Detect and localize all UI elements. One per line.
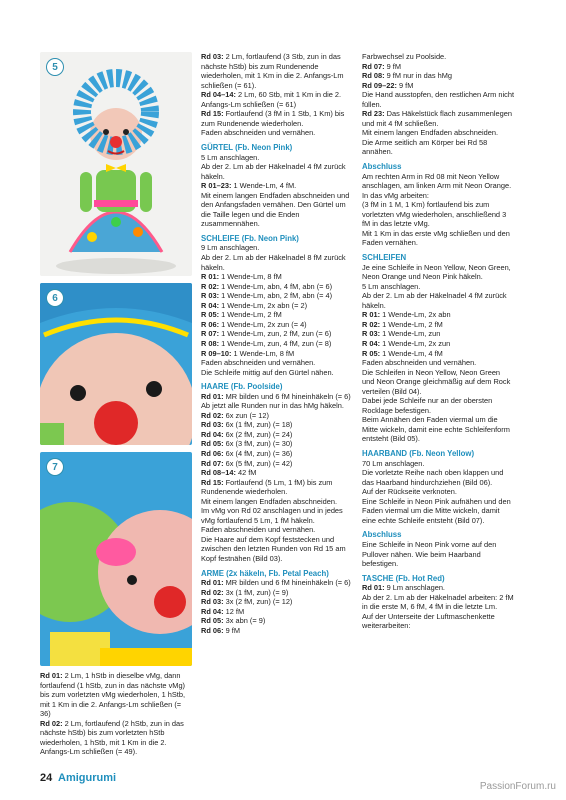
row-label: Rd 15: <box>201 109 224 119</box>
row-text: Ab der 2. Lm ab der Häkelnadel arbeiten: 2 fM in die erste M, 6 fM, 4 fM in die letzte Lm. <box>362 592 514 612</box>
row-label: R 01–23: <box>201 181 232 191</box>
photo-badge: 6 <box>46 289 64 307</box>
pattern-line <box>201 626 351 636</box>
page-number: 24 <box>40 772 53 784</box>
pattern-line <box>201 597 351 607</box>
pattern-line <box>201 291 351 301</box>
pattern-line <box>362 415 514 444</box>
pattern-line <box>201 128 351 138</box>
row-label: Rd 06: <box>201 449 224 459</box>
row-text: Die Hand ausstopfen, den restlichen Arm nicht füllen. <box>362 90 515 109</box>
row-label: Rd 23: <box>362 109 385 119</box>
pattern-line <box>201 616 351 626</box>
pattern-line <box>201 301 351 311</box>
pattern-line <box>201 282 351 292</box>
row-text: Die Schleifen in Neon Yellow, Neon Green und Neon Orange gleichmäßig auf dem Rock verteilen (Bild 04). <box>362 367 511 396</box>
section-heading: HAARBAND (Fb. Neon Yellow) <box>362 448 475 458</box>
row-text: 5 Lm anschlagen. <box>362 281 421 291</box>
row-label: R 04: <box>362 338 381 348</box>
row-text: 6x (4 fM, zun) (= 36) <box>223 449 293 459</box>
row-text: Mit einem langen Endfaden abschneiden. <box>362 128 499 138</box>
pattern-line <box>201 459 351 469</box>
row-text: 9 fM <box>223 625 241 635</box>
row-text: Die vorletzte Reihe nach oben klappen und das Haarband hindurchziehen (Bild 06). <box>362 468 504 487</box>
row-text: 70 Lm anschlagen. <box>362 458 425 468</box>
pattern-line <box>201 525 351 535</box>
column-3-text <box>362 52 514 631</box>
section-heading: HAARE (Fb. Poolside) <box>201 382 283 392</box>
row-text: Mit 1 Km in das erste vMg schließen und den Faden vernähen. <box>362 228 510 248</box>
pattern-line <box>362 310 514 320</box>
pattern-line <box>201 478 351 497</box>
row-label: R 05: <box>362 348 381 358</box>
pattern-line <box>201 468 351 478</box>
pattern-line <box>362 612 514 631</box>
row-label: R 06: <box>201 319 220 329</box>
row-text: 1 Wende-Lm, 2 fM <box>380 319 443 329</box>
row-label: Rd 07: <box>201 458 224 468</box>
photo-doll-full <box>40 52 192 276</box>
row-text: Am rechten Arm in Rd 08 mit Neon Yellow anschlagen, am linken Arm mit Neon Orange. <box>362 171 512 191</box>
row-text: 1 Wende-Lm, 2x abn <box>380 310 451 320</box>
pattern-line <box>362 200 514 229</box>
row-label: R 09–10: <box>201 348 232 358</box>
pattern-line <box>362 81 514 91</box>
pattern-line <box>201 439 351 449</box>
row-text: 1 Wende-Lm, 2 fM <box>219 310 282 320</box>
row-label: R 03: <box>201 291 220 301</box>
row-label: Rd 09–22: <box>362 80 397 90</box>
row-label: Rd 08–14: <box>201 468 236 478</box>
pattern-line <box>201 329 351 339</box>
pattern-line <box>201 153 351 163</box>
row-text: 1 Wende-Lm, zun, 2 fM, zun (= 6) <box>219 329 332 339</box>
pattern-line <box>362 358 514 368</box>
magazine-title: Amigurumi <box>58 772 117 784</box>
pattern-line <box>362 52 514 62</box>
pattern-line <box>362 540 514 569</box>
row-text: 1 Wende-Lm, 2x zun <box>380 338 451 348</box>
pattern-line <box>362 468 514 487</box>
row-text: Die Schleife mittig auf den Gürtel nähen. <box>201 367 334 377</box>
watermark: PassionForum.ru <box>479 781 556 792</box>
row-text: 6x zun (= 12) <box>223 410 269 420</box>
pattern-line <box>362 282 514 292</box>
pattern-line <box>201 392 351 402</box>
row-label: R 02: <box>362 319 381 329</box>
pattern-line <box>362 459 514 469</box>
row-text: Je eine Schleife in Neon Yellow, Neon Green, Neon Orange und Neon Pink häkeln. <box>362 262 511 282</box>
pattern-line <box>362 583 514 593</box>
row-text: 1 Wende-Lm, 2x zun (= 4) <box>219 319 307 329</box>
section-heading: SCHLEIFEN <box>362 252 407 262</box>
section-heading: Abschluss <box>362 162 402 172</box>
row-text: Das Häkelstück flach zusammenlegen und mit 4 fM schließen. <box>362 109 512 128</box>
pattern-line <box>201 497 351 507</box>
doll-face-illustration <box>40 283 192 445</box>
row-text: Auf der Rückseite verknoten. <box>362 487 457 497</box>
column-1-text <box>40 671 192 757</box>
row-label: Rd 03: <box>201 420 224 430</box>
row-text: 6x (1 fM, zun) (= 18) <box>223 420 293 430</box>
pattern-line <box>201 272 351 282</box>
row-text: Dabei jede Schleife nur an der obersten Rocklage befestigen. <box>362 396 493 415</box>
section-heading: Abschluss <box>362 530 402 540</box>
row-text: Ab der 2. Lm ab der Häkelnadel 4 fM zurück häkeln. <box>362 291 507 310</box>
row-text: Auf der Unterseite der Luftmaschenkette weiterarbeiten: <box>362 611 495 631</box>
photo-bow-detail <box>40 452 192 666</box>
pattern-line <box>201 162 351 181</box>
pattern-line <box>201 52 351 90</box>
row-text: Ab jetzt alle Runden nur in das hMg häkeln. <box>201 401 344 411</box>
pattern-line <box>201 243 351 253</box>
row-text: 1 Wende-Lm, 8 fM <box>219 272 282 282</box>
row-text: 6x (3 fM, zun) (= 30) <box>223 439 293 449</box>
row-text: 5 Lm anschlagen. <box>201 152 260 162</box>
row-text: Faden abschneiden und vernähen. <box>362 358 477 368</box>
row-label: Rd 01: <box>201 578 224 588</box>
row-text: 2 Lm, fortlaufend (3 Stb, zun in das nächste hStb) bis zum Rundenende wiederholen, mit 1 Km in die 2. Anfangs-Lm schließen (= 61). <box>201 52 344 90</box>
pattern-line <box>362 138 514 157</box>
row-text: 1 Wende-Lm, zun, 4 fM, zun (= 8) <box>219 338 332 348</box>
row-text: 6x (5 fM, zun) (= 42) <box>223 458 293 468</box>
row-label: Rd 05: <box>201 616 224 626</box>
section-heading: SCHLEIFE (Fb. Neon Pink) <box>201 233 299 243</box>
row-text: 1 Wende-Lm, 4 fM <box>380 348 443 358</box>
photo-badge: 7 <box>46 458 64 476</box>
photo-badge: 5 <box>46 58 64 76</box>
row-text: MR bilden und 6 fM hineinhäkeln (= 6) <box>223 391 351 401</box>
row-label: Rd 02: <box>201 410 224 420</box>
pattern-line <box>362 320 514 330</box>
pattern-line <box>362 229 514 248</box>
row-text: 1 Wende-Lm, zun <box>380 329 441 339</box>
row-label: R 08: <box>201 338 220 348</box>
pattern-line <box>201 607 351 617</box>
row-label: Rd 06: <box>201 625 224 635</box>
pattern-line <box>362 109 514 128</box>
row-text: 1 Wende-Lm, 4 fM. <box>231 181 297 191</box>
pattern-line <box>201 449 351 459</box>
pattern-line <box>362 191 514 201</box>
row-label: R 01: <box>201 272 220 282</box>
pattern-line <box>201 320 351 330</box>
pattern-line <box>362 263 514 282</box>
pattern-line <box>362 497 514 526</box>
doll-full-illustration <box>40 52 192 276</box>
row-text: 42 fM <box>235 468 257 478</box>
row-text: 1 Wende-Lm, abn, 2 fM, abn (= 4) <box>219 291 333 301</box>
row-text: 9 fM nur in das hMg <box>384 71 452 81</box>
pattern-line <box>201 368 351 378</box>
row-label: Rd 03: <box>201 597 224 607</box>
pattern-line <box>201 420 351 430</box>
pattern-line <box>201 90 351 109</box>
column-2-text <box>201 52 351 635</box>
row-label: R 02: <box>201 281 220 291</box>
row-text: Fortlaufend (5 Lm, 1 fM) bis zum Rundenende wiederholen. <box>201 477 333 497</box>
row-text: 1 Wende-Lm, 2x abn (= 2) <box>219 300 308 310</box>
row-text: (3 fM in 1 M, 1 Km) fortlaufend bis zum vorletzten vMg wiederholen, anschließend 3 fM in das letzte vMg. <box>362 200 507 229</box>
photo-doll-face <box>40 283 192 445</box>
pattern-line <box>201 506 351 525</box>
pattern-line <box>362 172 514 191</box>
row-text: 2 Lm, 60 Stb, mit 1 Km in die 2. Anfangs-Lm schließen (= 61) <box>201 90 342 109</box>
pattern-line <box>201 349 351 359</box>
row-text: 1 Wende-Lm, 8 fM <box>231 348 295 358</box>
row-text: Faden abschneiden und vernähen. <box>201 525 316 535</box>
row-text: 9 Lm anschlagen. <box>201 243 260 253</box>
row-label: Rd 03: <box>201 52 224 61</box>
pattern-line <box>362 339 514 349</box>
row-text: Eine Schleife in Neon Pink vorne auf den Pullover nähen. Wie beim Haarband befestigen. <box>362 539 497 569</box>
row-text: Mit einem langen Endfaden abschneiden und den Anfangsfaden vernähen. Den Gürtel um die Taille legen und die Enden zusammennähen. <box>201 190 350 229</box>
row-text: Ab der 2. Lm ab der Häkelnadel 4 fM zurück häkeln. <box>201 162 346 181</box>
row-label: R 05: <box>201 310 220 320</box>
pattern-line <box>201 578 351 588</box>
pattern-line <box>201 109 351 128</box>
pattern-line <box>362 90 514 109</box>
row-label: Rd 02: <box>201 587 224 597</box>
pattern-line <box>201 535 351 564</box>
pattern-line <box>201 181 351 191</box>
row-label: Rd 15: <box>201 477 224 487</box>
pattern-line <box>201 253 351 272</box>
pattern-line <box>201 430 351 440</box>
row-label: R 03: <box>362 329 381 339</box>
row-text: 3x abn (= 9) <box>223 616 266 626</box>
row-label: R 07: <box>201 329 220 339</box>
pattern-line <box>201 588 351 598</box>
pattern-line <box>201 358 351 368</box>
pattern-line <box>362 349 514 359</box>
row-label: Rd 04–14: <box>201 90 236 100</box>
row-label: Rd 07: <box>362 61 385 71</box>
row-text: Mit einem langen Endfaden abschneiden. <box>201 496 338 506</box>
row-text: Fortlaufend (3 fM in 1 Stb, 1 Km) bis zum Rundenende wiederholen. <box>201 109 345 128</box>
row-text: Faden abschneiden und vernähen. <box>201 358 316 368</box>
row-text: 6x (2 fM, zun) (= 24) <box>223 429 293 439</box>
row-text: MR bilden und 6 fM hineinhäkeln (= 6) <box>223 578 351 588</box>
pattern-line <box>362 593 514 612</box>
row-label: Rd 01: <box>201 391 224 401</box>
row-label: Rd 01: <box>362 583 385 593</box>
pattern-line <box>362 62 514 72</box>
pattern-line <box>201 339 351 349</box>
row-text: 9 Lm anschlagen. <box>384 583 445 593</box>
row-text: Im vMg von Rd 02 anschlagen und in jedes vMg fortlaufend 5 Lm, 1 fM häkeln. <box>201 506 343 525</box>
row-text: 9 fM <box>396 80 414 90</box>
pattern-line <box>362 396 514 415</box>
pattern-line <box>362 291 514 310</box>
row-text: Faden abschneiden und vernähen. <box>201 128 316 138</box>
row-text: Ab der 2. Lm ab der Häkelnadel 8 fM zurück häkeln. <box>201 253 346 272</box>
row-text: Beim Annähen den Faden viermal um die Mitte wickeln, damit eine echte Schleifenform entsteht (Bild 05). <box>362 415 510 444</box>
pattern-line <box>362 487 514 497</box>
pattern-line <box>201 191 351 229</box>
row-text: Farbwechsel zu Poolside. <box>362 52 447 61</box>
row-label: Rd 04: <box>201 429 224 439</box>
pattern-line <box>362 128 514 138</box>
pattern-line <box>362 71 514 81</box>
row-text: 9 fM <box>384 61 402 71</box>
section-heading: GÜRTEL (Fb. Neon Pink) <box>201 142 293 152</box>
section-heading: ARME (2x häkeln, Fb. Petal Peach) <box>201 568 329 578</box>
row-label: R 01: <box>362 310 381 320</box>
pattern-line <box>201 411 351 421</box>
pattern-line <box>362 368 514 397</box>
pattern-line <box>362 329 514 339</box>
row-label: Rd 05: <box>201 439 224 449</box>
row-text: 1 Wende-Lm, abn, 4 fM, abn (= 6) <box>219 281 333 291</box>
section-heading: TASCHE (Fb. Hot Red) <box>362 573 445 583</box>
row-text: Die Arme seitlich am Körper bei Rd 58 annähen. <box>362 137 488 157</box>
pattern-line: Rd 02: 2 Lm, fortlaufend (2 hStb, zun in das nächste hStb) bis zum vorletzten hStb wiederholen, 1 hStb, mit 1 Km in die 2. Anfangs-Lm schließen (= 49). <box>40 718 184 757</box>
bow-detail-illustration <box>40 452 192 666</box>
row-text: Eine Schleife in Neon Pink aufnähen und den Faden viermal um die Mitte wickeln, damit eine echte Schleife entsteht (Bild 07). <box>362 496 511 525</box>
pattern-line: Rd 01: 2 Lm, 1 hStb in dieselbe vMg, dann fortlaufend (1 hStb, zun in das nächste vMg) bis zum vorletzten vMg wiederholen, 1 hStb, mit 1 Km in die 2. Anfangs-Lm schließen (= 36) <box>40 671 186 719</box>
row-text: 3x (1 fM, zun) (= 9) <box>223 587 289 597</box>
row-text: Die Haare auf dem Kopf feststecken und zwischen den letzten Runden von Rd 15 am Kopf festnähen (Bild 03). <box>201 534 346 564</box>
row-text: 12 fM <box>223 606 245 616</box>
pattern-line <box>201 401 351 411</box>
row-text: 3x (2 fM, zun) (= 12) <box>223 597 293 607</box>
pattern-line <box>201 310 351 320</box>
row-label: Rd 08: <box>362 71 385 81</box>
row-label: Rd 04: <box>201 606 224 616</box>
row-label: R 04: <box>201 300 220 310</box>
row-text: In das vMg arbeiten: <box>362 190 429 200</box>
